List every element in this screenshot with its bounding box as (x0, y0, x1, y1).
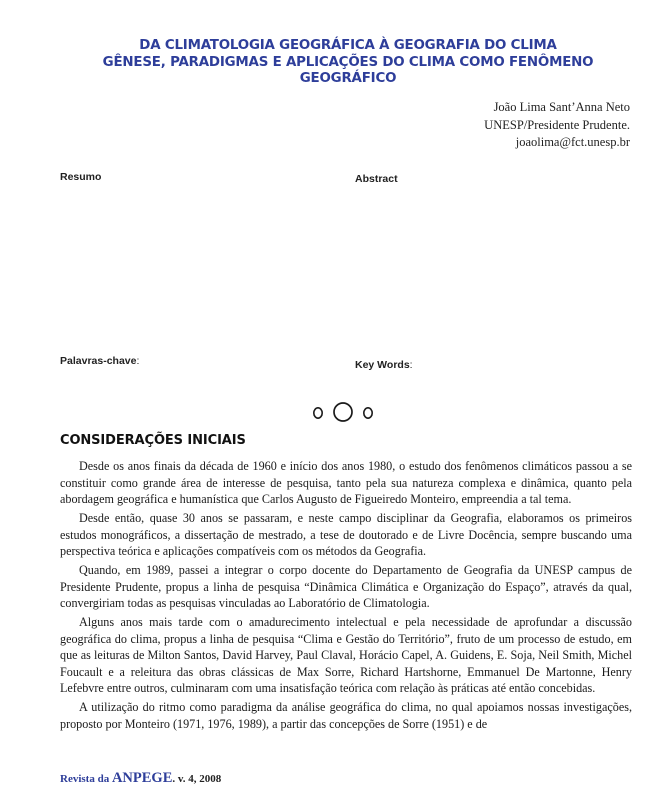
paragraph-4: Alguns anos mais tarde com o amadurecimento intelectual e pela necessidade de aprofundar a discussão geográfica do clima, propus a linha de pesquisa “Clima e Gestão do Território”, fruto de um processo de estudo, em que as leituras de Milton Santos, David Harvey, Paul Claval, Horácio Capel, A. Guidens, E. Soja, Neil Smith, Michel Foucault e a releitura das obras clássicas de Max Sorre, Richard Hartshorne, Emmanuel De Martonne, Henry Lefebvre entre outros, culminaram com uma insatisfação teórica com relação às práticas até então concebidas. (60, 615, 632, 696)
section-heading: CONSIDERAÇÕES INICIAIS (60, 433, 246, 448)
resumo-label-text: Resumo (60, 171, 102, 183)
title-line-1: DA CLIMATOLOGIA GEOGRÁFICA À GEOGRAFIA DO CLIMA (139, 38, 557, 53)
author-name: João Lima Sant’Anna Neto (493, 100, 630, 114)
author-block (484, 99, 630, 152)
journal-footer (60, 770, 221, 787)
article-title (60, 38, 636, 88)
footer-journal-name: ANPEGE (111, 770, 173, 786)
paragraph-2: Desde então, quase 30 anos se passaram, e neste campo disciplinar da Geografia, elaboramos os primeiros estudos monográficos, a dissertação de mestrado, a tese de doutorado e de Livre Docência, sempre buscando uma perspectiva teórica e aplicações compatíveis com os métodos da Geografia. (60, 511, 632, 559)
title-line-3: GEOGRÁFICO (299, 71, 397, 86)
three-circles-ornament-icon (300, 398, 380, 428)
author-affiliation: UNESP/Presidente Prudente. (484, 117, 630, 132)
palavras-chave-label (60, 355, 139, 367)
key-words-colon: : (409, 359, 413, 371)
abstract-label (355, 173, 398, 185)
footer-issue: . v. 4, 2008 (172, 773, 222, 785)
resumo-label (60, 171, 101, 183)
key-words-label-text: Key Words (355, 359, 410, 371)
title-line-2: GÊNESE, PARADIGMAS E APLICAÇÕES DO CLIMA COMO FENÔMENO (102, 54, 594, 70)
paragraph-5: A utilização do ritmo como paradigma da análise geográfica do clima, no qual apoiamos nossas investigações, proposto por Monteiro (1971, 1976, 1989), a partir das concepções de Sorre (1951) e de (60, 700, 632, 731)
author-email[interactable]: joaolima@fct.unesp.br (515, 135, 630, 150)
abstract-label-text: Abstract (355, 173, 398, 185)
footer-revista: Revista da (60, 773, 112, 785)
paragraph-3: Quando, em 1989, passei a integrar o corpo docente do Departamento de Geografia da UNESP campus de Presidente Prudente, propus a linha de pesquisa “Dinâmica Climática e Organização do Espaço”, através da qual, convergiriam todas as pesquisas vinculadas ao Laboratório de Climatologia. (60, 563, 632, 611)
palavras-chave-label-text: Palavras-chave (60, 355, 137, 367)
body-text (60, 458, 632, 735)
palavras-chave-colon: : (136, 355, 140, 367)
paragraph-1: Desde os anos finais da década de 1960 e início dos anos 1980, o estudo dos fenômenos climáticos passou a se constituir como grande área de interesse de pesquisa, tanto pela sua natureza complexa e dinâmica, quanto pela abordagem geográfica e humanística que Carlos Augusto de Figueiredo Monteiro, empreendia a tal tema. (60, 459, 632, 506)
key-words-label (355, 359, 413, 371)
